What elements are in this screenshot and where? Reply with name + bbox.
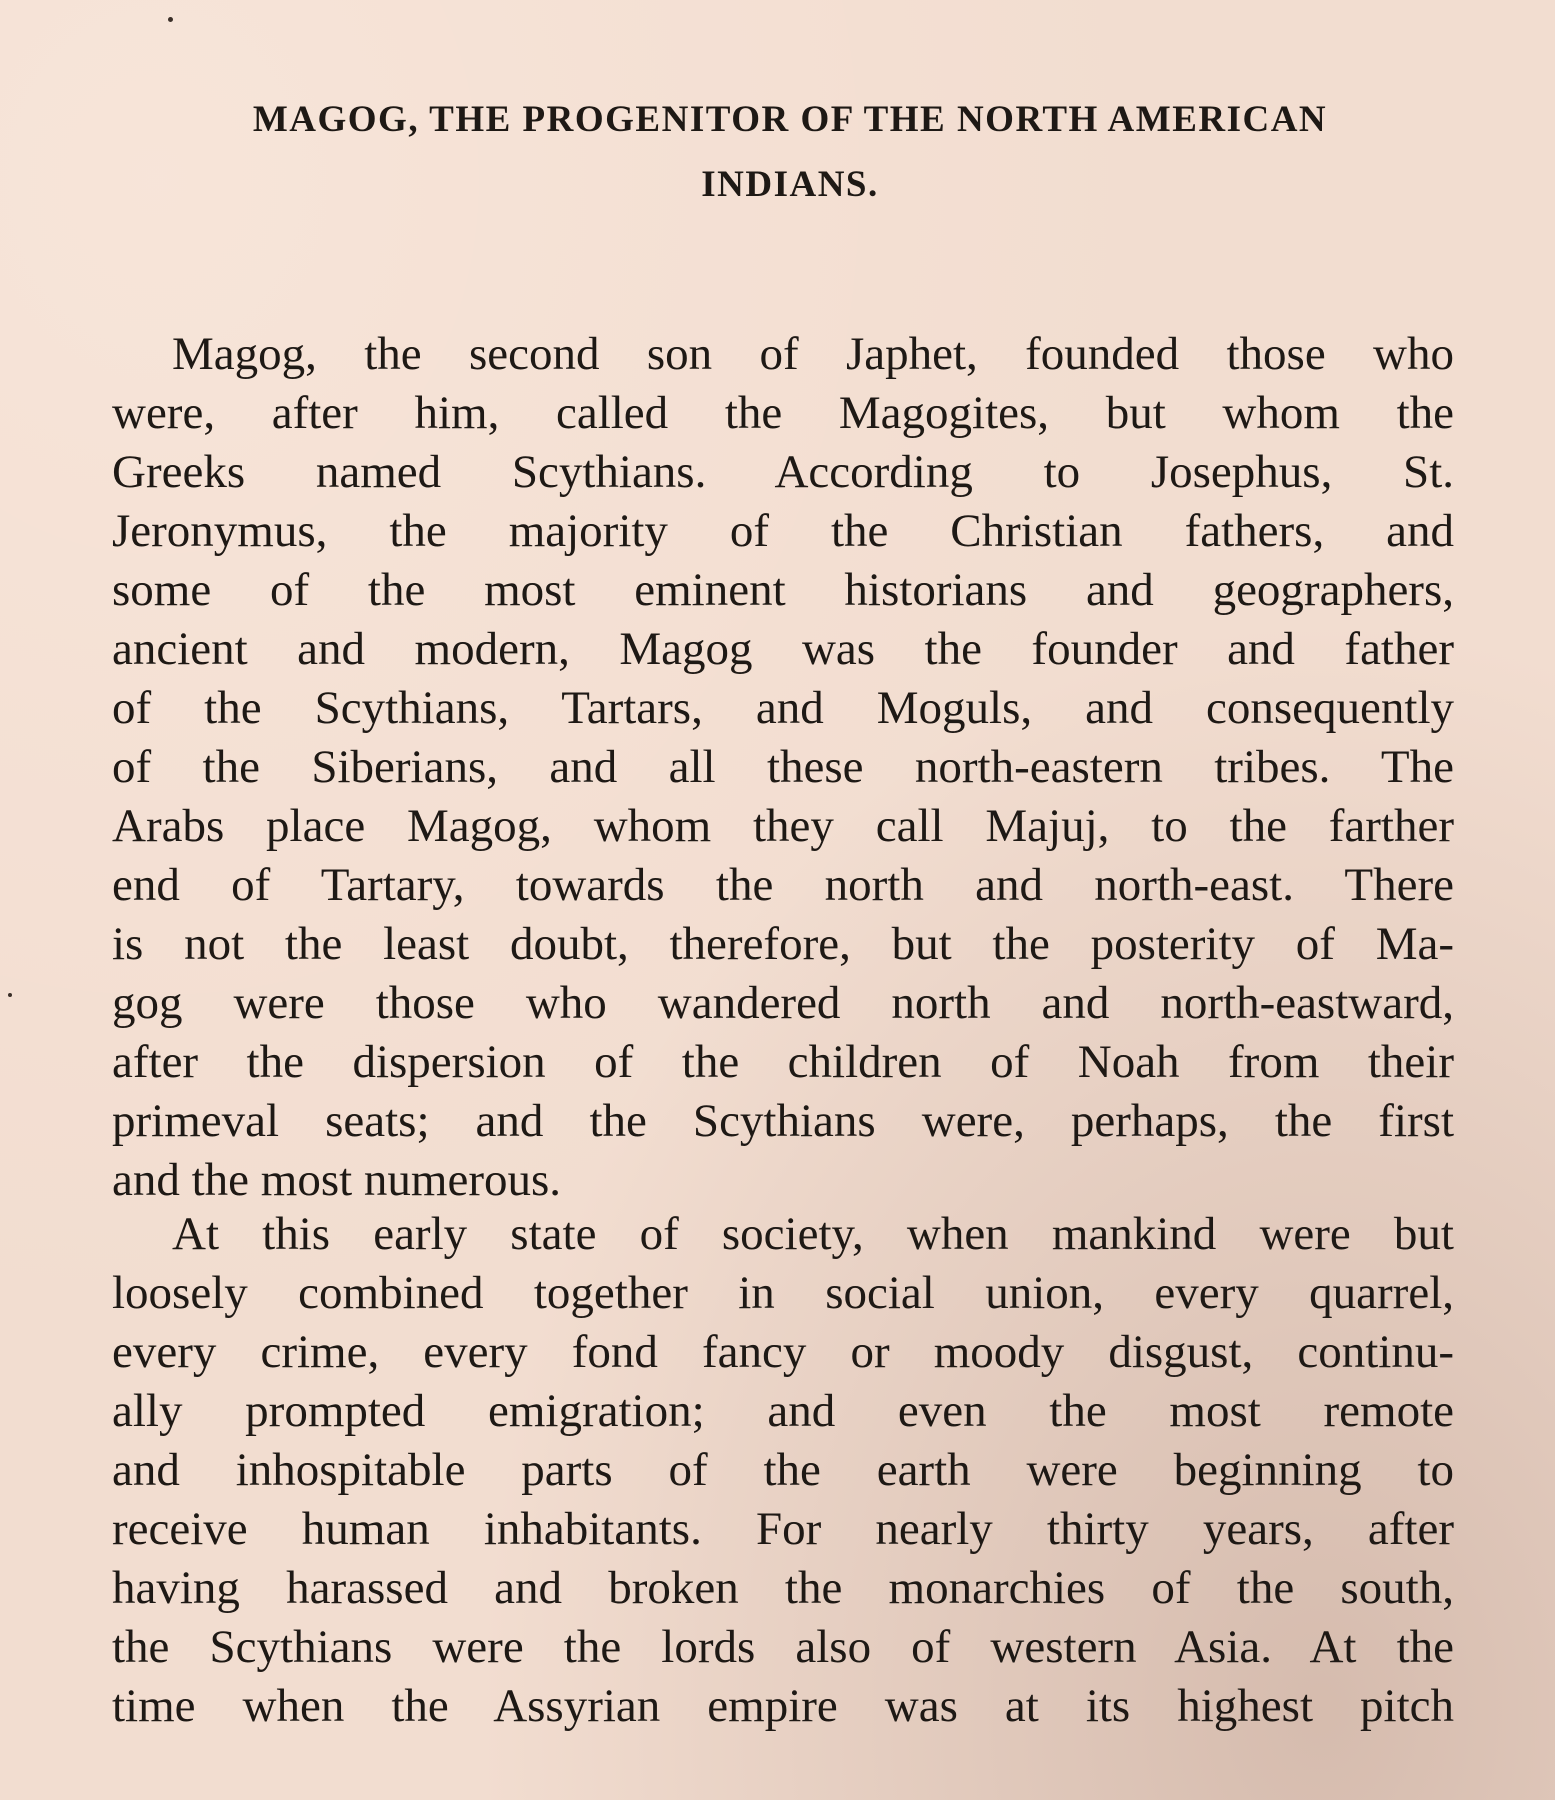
text-line: and the most numerous. [112,1154,562,1206]
text-line: Greeks named Scythians. According to Josephus, St. [112,446,1454,498]
text-line: receive human inhabitants. For nearly thirty years, after [112,1503,1454,1555]
text-line: ally prompted emigration; and even the most remote [112,1385,1454,1437]
paper-speck [8,993,12,997]
text-line: At this early state of society, when mankind were but [172,1208,1454,1260]
text-line: Arabs place Magog, whom they call Majuj, to the farther [112,800,1454,852]
text-line: Magog, the second son of Japhet, founded those who [172,328,1454,380]
text-line: and inhospitable parts of the earth were beginning to [112,1444,1454,1496]
text-line: after the dispersion of the children of Noah from their [112,1036,1454,1088]
text-line: the Scythians were the lords also of western Asia. At the [112,1621,1454,1673]
text-line: time when the Assyrian empire was at its highest pitch [112,1680,1454,1732]
paragraph-2 [112,1205,1454,1736]
text-line: Jeronymus, the majority of the Christian fathers, and [112,505,1454,557]
text-line: some of the most eminent historians and geographers, [112,564,1454,616]
text-line: having harassed and broken the monarchies of the south, [112,1562,1454,1614]
text-line: every crime, every fond fancy or moody disgust, continu- [112,1326,1454,1378]
paper-speck [168,17,173,22]
text-line: gog were those who wandered north and north-eastward, [112,977,1454,1029]
chapter-heading-line-2: INDIANS. [701,164,879,205]
text-line: is not the least doubt, therefore, but the posterity of Ma- [112,918,1454,970]
text-line: primeval seats; and the Scythians were, perhaps, the first [112,1095,1454,1147]
chapter-heading-line-1: MAGOG, THE PROGENITOR OF THE NORTH AMERICAN [252,99,1328,140]
text-line: of the Siberians, and all these north-eastern tribes. The [112,741,1454,793]
paragraph-1 [112,325,1454,1210]
text-line: of the Scythians, Tartars, and Moguls, and consequently [112,682,1454,734]
text-line: end of Tartary, towards the north and north-east. There [112,859,1454,911]
text-line: were, after him, called the Magogites, but whom the [112,387,1454,439]
text-line: ancient and modern, Magog was the founder and father [112,623,1454,675]
text-line: loosely combined together in social union, every quarrel, [112,1267,1454,1319]
